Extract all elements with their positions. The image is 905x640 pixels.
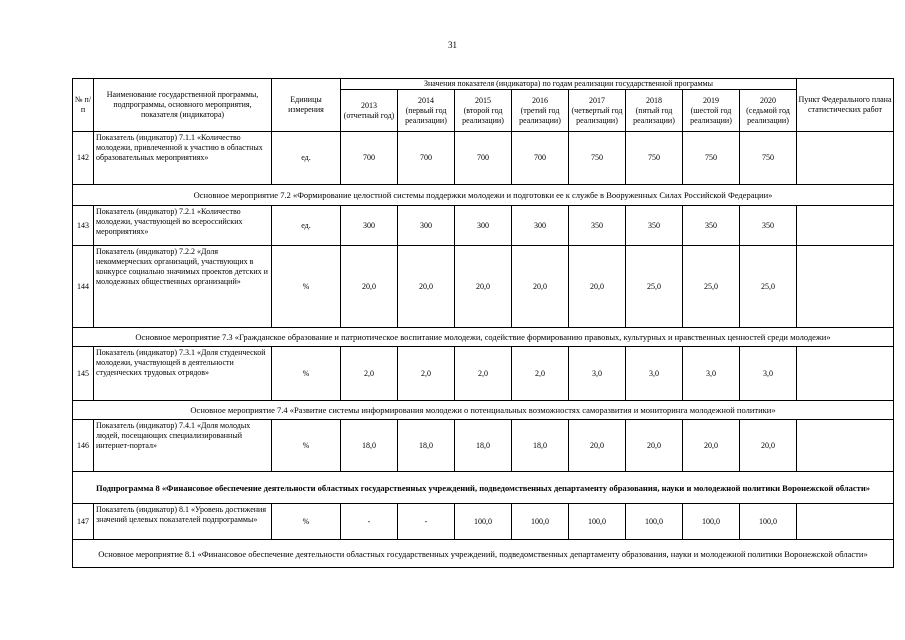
value-cell: 100,0: [512, 504, 569, 540]
value-cell: 300: [341, 206, 398, 246]
year-label: 2017: [589, 95, 605, 105]
header-year-cell: [626, 90, 683, 132]
value-cell: 2,0: [512, 347, 569, 401]
value-cell: 3,0: [740, 347, 797, 401]
value-cell: 18,0: [512, 420, 569, 472]
subprogram-8: Подпрограмма 8 «Финансовое обеспечение деятельности областных государственных учреждений, подведомственных департаменту образования, науки и молодежной политики Воронежской области»: [73, 472, 894, 504]
value-cell: 20,0: [455, 246, 512, 328]
value-cell: 100,0: [626, 504, 683, 540]
unit-cell: ед.: [272, 206, 341, 246]
value-cell: 25,0: [626, 246, 683, 328]
header-col-name: Наименование государственной программы, подпрограммы, основного мероприятия, показателя (индикатора): [94, 79, 272, 132]
header-year-cell: [740, 90, 797, 132]
value-cell: 18,0: [398, 420, 455, 472]
value-cell: 700: [341, 132, 398, 185]
unit-cell: %: [272, 347, 341, 401]
plan-cell: [797, 206, 894, 246]
page-number: 31: [448, 40, 457, 50]
section-row: [73, 401, 894, 420]
year-note: (отчетный год): [343, 110, 395, 120]
value-cell: 25,0: [683, 246, 740, 328]
value-cell: 750: [569, 132, 626, 185]
section-row: [73, 540, 894, 568]
section-7-3: Основное мероприятие 7.3 «Гражданское образование и патриотическое воспитание молодежи, содействие формированию правовых, культурных и нравственных ценностей среди молодежи»: [73, 328, 894, 347]
header-year-cell: [569, 90, 626, 132]
value-cell: 350: [626, 206, 683, 246]
subprogram-row: [73, 472, 894, 504]
value-cell: 18,0: [455, 420, 512, 472]
indicators-table: [72, 78, 894, 568]
value-cell: 750: [626, 132, 683, 185]
row-number: 146: [73, 420, 94, 472]
plan-cell: [797, 132, 894, 185]
year-label: 2014: [418, 95, 434, 105]
indicator-name: Показатель (индикатор) 7.4.1 «Доля молодых людей, посещающих специализированный интернет-портал»: [94, 420, 272, 472]
value-cell: 100,0: [569, 504, 626, 540]
value-cell: 100,0: [740, 504, 797, 540]
section-8-1: Основное мероприятие 8.1 «Финансовое обеспечение деятельности областных государственных учреждений, подведомственных департаменту образования, науки и молодежной политики Воронежской области»: [73, 540, 894, 568]
value-cell: 20,0: [341, 246, 398, 328]
table-row: [73, 246, 894, 328]
value-cell: 20,0: [683, 420, 740, 472]
indicator-name: Показатель (индикатор) 7.3.1 «Доля студенческой молодежи, участвующей в деятельности студенческих трудовых отрядов»: [94, 347, 272, 401]
indicator-name: Показатель (индикатор) 7.2.1 «Количество молодежи, участвующей во всероссийских мероприятиях»: [94, 206, 272, 246]
unit-cell: %: [272, 420, 341, 472]
row-number: 144: [73, 246, 94, 328]
indicator-name: Показатель (индикатор) 7.2.2 «Доля некоммерческих организаций, участвующих в конкурсе социально значимых проектов детских и молодежных общественных организаций»: [94, 246, 272, 328]
year-label: 2016: [532, 95, 548, 105]
value-cell: 25,0: [740, 246, 797, 328]
value-cell: 750: [740, 132, 797, 185]
unit-cell: %: [272, 504, 341, 540]
year-note: (пятый год реализации): [633, 105, 675, 125]
plan-cell: [797, 504, 894, 540]
header-year-cell: [683, 90, 740, 132]
header-row-1: [73, 79, 894, 90]
plan-cell: [797, 246, 894, 328]
header-year-cell: [512, 90, 569, 132]
header-year-cell: [341, 90, 398, 132]
section-row: [73, 185, 894, 206]
header-col-plan: Пункт Федерального плана статистических работ: [797, 79, 894, 132]
section-row: [73, 328, 894, 347]
plan-cell: [797, 420, 894, 472]
header-col-unit: Единицы измерения: [272, 79, 341, 132]
table-row: [73, 132, 894, 185]
value-cell: 3,0: [569, 347, 626, 401]
table-row: [73, 206, 894, 246]
value-cell: 700: [512, 132, 569, 185]
indicator-name: Показатель (индикатор) 8.1 «Уровень достижения значений целевых показателей подпрограммы»: [94, 504, 272, 540]
value-cell: 3,0: [626, 347, 683, 401]
value-cell: 350: [569, 206, 626, 246]
value-cell: 20,0: [512, 246, 569, 328]
value-cell: 300: [398, 206, 455, 246]
value-cell: 3,0: [683, 347, 740, 401]
year-label: 2013: [361, 100, 377, 110]
row-number: 143: [73, 206, 94, 246]
value-cell: 20,0: [569, 246, 626, 328]
year-label: 2019: [703, 95, 719, 105]
value-cell: -: [398, 504, 455, 540]
unit-cell: %: [272, 246, 341, 328]
value-cell: 350: [740, 206, 797, 246]
plan-cell: [797, 347, 894, 401]
year-note: (первый год реализации): [405, 105, 447, 125]
year-label: 2020: [760, 95, 776, 105]
value-cell: 18,0: [341, 420, 398, 472]
value-cell: 100,0: [455, 504, 512, 540]
year-note: (третий год реализации): [519, 105, 561, 125]
unit-cell: ед.: [272, 132, 341, 185]
value-cell: 2,0: [341, 347, 398, 401]
value-cell: 20,0: [740, 420, 797, 472]
row-number: 147: [73, 504, 94, 540]
value-cell: 2,0: [398, 347, 455, 401]
value-cell: 350: [683, 206, 740, 246]
year-note: (второй год реализации): [462, 105, 504, 125]
table-row: [73, 347, 894, 401]
header-year-cell: [398, 90, 455, 132]
year-note: (четвертый год реализации): [571, 105, 623, 125]
row-number: 142: [73, 132, 94, 185]
year-label: 2015: [475, 95, 491, 105]
value-cell: 700: [398, 132, 455, 185]
value-cell: 20,0: [626, 420, 683, 472]
value-cell: -: [341, 504, 398, 540]
indicator-name: Показатель (индикатор) 7.1.1 «Количество молодежи, привлеченной к участию в областных образовательных мероприятиях»: [94, 132, 272, 185]
value-cell: 20,0: [398, 246, 455, 328]
header-year-cell: [455, 90, 512, 132]
table-row: [73, 504, 894, 540]
value-cell: 100,0: [683, 504, 740, 540]
section-7-2: Основное мероприятие 7.2 «Формирование целостной системы поддержки молодежи и подготовки ее к службе в Вооруженных Силах Российской Федерации»: [73, 185, 894, 206]
table-row: [73, 420, 894, 472]
value-cell: 700: [455, 132, 512, 185]
value-cell: 300: [512, 206, 569, 246]
year-label: 2018: [646, 95, 662, 105]
row-number: 145: [73, 347, 94, 401]
year-note: (седьмой год реализации): [746, 105, 790, 125]
value-cell: 750: [683, 132, 740, 185]
value-cell: 2,0: [455, 347, 512, 401]
value-cell: 300: [455, 206, 512, 246]
header-years-group: Значения показателя (индикатора) по годам реализации государственной программы: [341, 79, 797, 90]
header-col-number: № п/п: [73, 79, 94, 132]
value-cell: 20,0: [569, 420, 626, 472]
year-note: (шестой год реализации): [690, 105, 732, 125]
section-7-4: Основное мероприятие 7.4 «Развитие системы информирования молодежи о потенциальных возможностях саморазвития и мониторинга молодежной политики»: [73, 401, 894, 420]
